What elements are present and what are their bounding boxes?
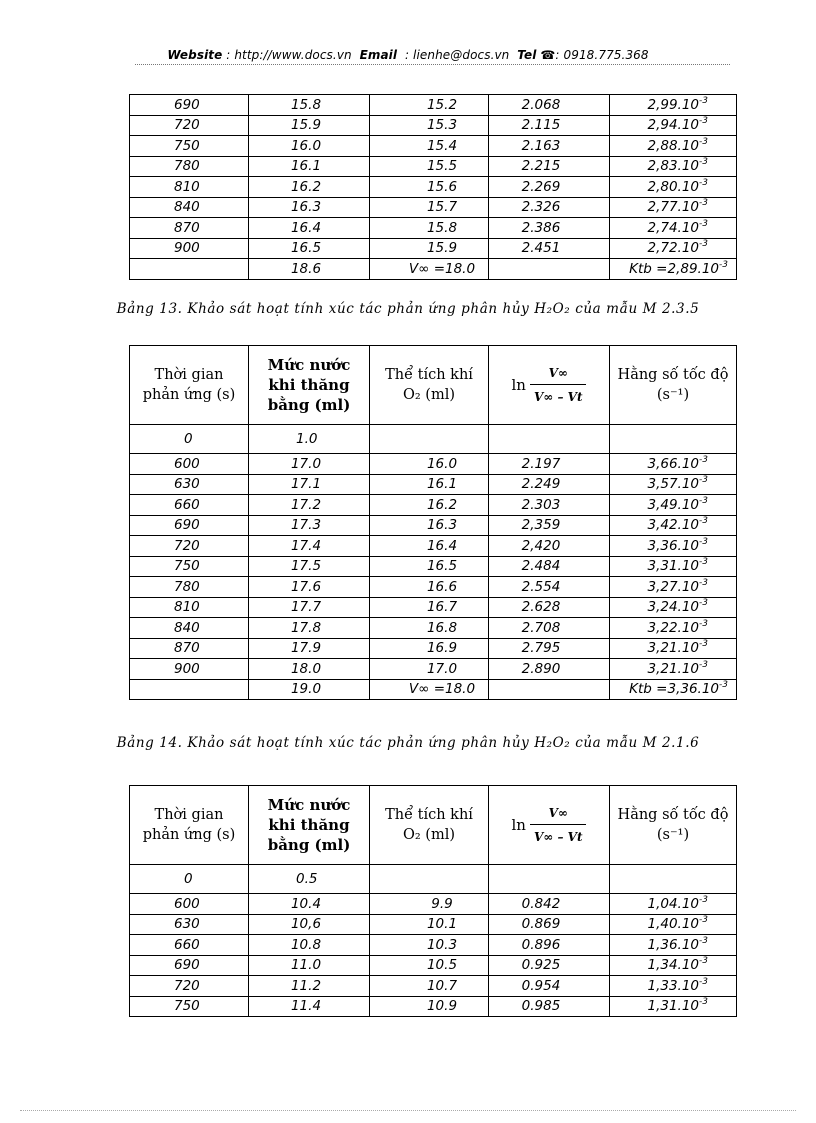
cell-level: 10.4 <box>249 894 370 915</box>
cell-ln-value: 0.842 <box>489 894 610 915</box>
cell-ln-value: 0.896 <box>489 935 610 956</box>
rate-mantissa: 2,88.10 <box>647 137 700 154</box>
website-label: Website <box>167 48 223 62</box>
table-row <box>130 218 737 239</box>
table-14 <box>129 785 737 1017</box>
cell-rate <box>610 238 737 259</box>
cell-time: 630 <box>130 474 249 495</box>
header-gas-volume: Thể tích khí O₂ (ml) <box>370 346 489 425</box>
ln-label: ln <box>511 816 526 834</box>
cell-rate <box>610 597 737 618</box>
table-row <box>130 177 737 198</box>
rate-exponent: -3 <box>699 136 708 147</box>
tel-value: : 0918.775.368 <box>555 48 649 62</box>
cell-ln-value: 2.795 <box>489 638 610 659</box>
fraction-stack <box>530 803 587 847</box>
cell-volume: 16.1 <box>370 474 489 495</box>
table-row-zero <box>130 865 737 894</box>
table-row <box>130 976 737 997</box>
cell-volume: 16.0 <box>370 454 489 475</box>
table-row <box>130 556 737 577</box>
cell-volume: 17.0 <box>370 659 489 680</box>
header-ln-formula <box>489 786 610 865</box>
cell-level: 16.2 <box>249 177 370 198</box>
cell-rate <box>610 955 737 976</box>
table-row <box>130 536 737 557</box>
cell-ln-value: 2.708 <box>489 618 610 639</box>
fraction-denominator: V∞ – Vt <box>530 824 587 847</box>
rate-exponent: -3 <box>699 95 708 106</box>
cell-level: 16.0 <box>249 136 370 157</box>
cell-volume: 15.5 <box>370 156 489 177</box>
cell-empty <box>130 679 249 700</box>
cell-ln-value: 2.303 <box>489 495 610 516</box>
cell-empty <box>489 425 610 454</box>
cell-volume: 16.9 <box>370 638 489 659</box>
header-water-level: Mức nước khi thăng bằng (ml) <box>249 786 370 865</box>
cell-time: 660 <box>130 935 249 956</box>
cell-v-infinity: V∞ =18.0 <box>370 679 489 700</box>
rate-exponent: -3 <box>699 218 708 229</box>
cell-level: 17.2 <box>249 495 370 516</box>
rate-mantissa: 3,42.10 <box>647 517 700 534</box>
table-13 <box>129 345 737 700</box>
caption-table-14: Bảng 14. Khảo sát hoạt tính xúc tác phản ứng phân hủy H₂O₂ của mẫu M 2.1.6 <box>116 735 700 751</box>
rate-exponent: -3 <box>699 915 708 926</box>
cell-ln-value: 2.554 <box>489 577 610 598</box>
cell-time: 630 <box>130 914 249 935</box>
header-gas-volume: Thể tích khí O₂ (ml) <box>370 786 489 865</box>
cell-empty <box>489 679 610 700</box>
cell-time: 600 <box>130 454 249 475</box>
header-time: Thời gian phản ứng (s) <box>130 786 249 865</box>
table-row <box>130 454 737 475</box>
cell-rate <box>610 976 737 997</box>
rate-mantissa: 3,31.10 <box>647 558 700 575</box>
cell-rate <box>610 177 737 198</box>
rate-mantissa: 2,77.10 <box>647 199 700 216</box>
header-rate-constant: Hằng số tốc độ (s⁻¹) <box>610 786 737 865</box>
table-row <box>130 996 737 1017</box>
rate-mantissa: 1,33.10 <box>647 977 700 994</box>
cell-rate <box>610 115 737 136</box>
cell-rate <box>610 996 737 1017</box>
cell-rate <box>610 454 737 475</box>
rate-mantissa: 1,40.10 <box>647 916 700 933</box>
table-row <box>130 515 737 536</box>
cell-time: 750 <box>130 136 249 157</box>
fraction-numerator: V∞ <box>548 806 568 820</box>
header-divider <box>135 64 730 65</box>
cell-v-infinity: V∞ =18.0 <box>370 259 489 280</box>
table-row-summary <box>130 679 737 700</box>
cell-rate <box>610 638 737 659</box>
cell-ln-value: 2,420 <box>489 536 610 557</box>
cell-level: 18.0 <box>249 659 370 680</box>
cell-volume: 10.1 <box>370 914 489 935</box>
email-value[interactable]: : lienhe@docs.vn <box>404 48 510 62</box>
rate-mantissa: 1,36.10 <box>647 936 700 953</box>
rate-mantissa: 2,72.10 <box>647 240 700 257</box>
cell-volume: 15.2 <box>370 95 489 116</box>
cell-empty <box>610 865 737 894</box>
cell-rate <box>610 556 737 577</box>
cell-ln-value: 2.269 <box>489 177 610 198</box>
table-row-summary <box>130 259 737 280</box>
table-row <box>130 659 737 680</box>
table-13-body <box>130 346 737 700</box>
cell-ln-value: 2.890 <box>489 659 610 680</box>
cell-volume: 16.8 <box>370 618 489 639</box>
cell-ln-value: 2.215 <box>489 156 610 177</box>
table-row <box>130 95 737 116</box>
table-12-body <box>130 95 737 280</box>
table-row <box>130 156 737 177</box>
rate-exponent: -3 <box>699 177 708 188</box>
table-14-body <box>130 786 737 1017</box>
cell-rate <box>610 618 737 639</box>
cell-level: 1.0 <box>249 425 370 454</box>
cell-rate <box>610 197 737 218</box>
cell-level: 10,6 <box>249 914 370 935</box>
rate-exponent: -3 <box>699 997 708 1008</box>
rate-exponent: -3 <box>699 557 708 568</box>
table-row <box>130 894 737 915</box>
table-row-zero <box>130 425 737 454</box>
ktb-mantissa: Ktb =2,89.10 <box>629 260 720 277</box>
cell-time: 690 <box>130 955 249 976</box>
rate-exponent: -3 <box>699 157 708 168</box>
cell-time: 780 <box>130 577 249 598</box>
cell-empty <box>610 425 737 454</box>
cell-level: 11.4 <box>249 996 370 1017</box>
cell-final-level: 19.0 <box>249 679 370 700</box>
cell-rate <box>610 95 737 116</box>
cell-volume: 15.7 <box>370 197 489 218</box>
ktb-exponent: -3 <box>719 680 728 691</box>
cell-time: 720 <box>130 536 249 557</box>
email-label: Email <box>359 48 398 62</box>
cell-time: 870 <box>130 638 249 659</box>
table-row <box>130 955 737 976</box>
cell-ln-value: 0.985 <box>489 996 610 1017</box>
rate-mantissa: 3,21.10 <box>647 640 700 657</box>
rate-exponent: -3 <box>699 239 708 250</box>
cell-rate <box>610 515 737 536</box>
rate-mantissa: 1,04.10 <box>647 895 700 912</box>
cell-volume: 16.5 <box>370 556 489 577</box>
cell-time: 840 <box>130 618 249 639</box>
table-row <box>130 238 737 259</box>
rate-exponent: -3 <box>699 516 708 527</box>
cell-rate <box>610 495 737 516</box>
rate-exponent: -3 <box>699 536 708 547</box>
rate-exponent: -3 <box>699 935 708 946</box>
rate-mantissa: 2,83.10 <box>647 158 700 175</box>
cell-ln-value: 2.451 <box>489 238 610 259</box>
ln-fraction <box>512 803 587 847</box>
cell-volume: 16.4 <box>370 536 489 557</box>
cell-rate <box>610 894 737 915</box>
rate-mantissa: 2,80.10 <box>647 178 700 195</box>
cell-rate <box>610 914 737 935</box>
cell-level: 17.4 <box>249 536 370 557</box>
cell-ln-value: 2.484 <box>489 556 610 577</box>
cell-ln-value: 2.628 <box>489 597 610 618</box>
rate-exponent: -3 <box>699 475 708 486</box>
fraction-stack <box>530 363 587 407</box>
rate-mantissa: 3,24.10 <box>647 599 700 616</box>
cell-ln-value: 0.869 <box>489 914 610 935</box>
cell-time: 690 <box>130 515 249 536</box>
rate-mantissa: 3,21.10 <box>647 660 700 677</box>
cell-final-level: 18.6 <box>249 259 370 280</box>
cell-empty <box>370 425 489 454</box>
table-row <box>130 914 737 935</box>
cell-average-rate <box>610 679 737 700</box>
cell-ln-value: 0.954 <box>489 976 610 997</box>
rate-exponent: -3 <box>699 116 708 127</box>
cell-level: 15.9 <box>249 115 370 136</box>
header-rate-constant: Hằng số tốc độ (s⁻¹) <box>610 346 737 425</box>
cell-volume: 15.8 <box>370 218 489 239</box>
rate-exponent: -3 <box>699 454 708 465</box>
cell-time: 870 <box>130 218 249 239</box>
cell-time: 810 <box>130 597 249 618</box>
rate-exponent: -3 <box>699 659 708 670</box>
rate-mantissa: 2,99.10 <box>647 96 700 113</box>
cell-level: 17.3 <box>249 515 370 536</box>
cell-ln-value: 0.925 <box>489 955 610 976</box>
rate-exponent: -3 <box>699 976 708 987</box>
cell-time: 750 <box>130 556 249 577</box>
cell-rate <box>610 536 737 557</box>
cell-ln-value: 2.197 <box>489 454 610 475</box>
header-water-level: Mức nước khi thăng bằng (ml) <box>249 346 370 425</box>
cell-time: 720 <box>130 976 249 997</box>
cell-level: 16.3 <box>249 197 370 218</box>
caption-table-13: Bảng 13. Khảo sát hoạt tính xúc tác phản ứng phân hủy H₂O₂ của mẫu M 2.3.5 <box>116 301 700 317</box>
table-row <box>130 136 737 157</box>
cell-level: 10.8 <box>249 935 370 956</box>
cell-time: 900 <box>130 238 249 259</box>
table-row <box>130 495 737 516</box>
header-time: Thời gian phản ứng (s) <box>130 346 249 425</box>
fraction-denominator: V∞ – Vt <box>530 384 587 407</box>
cell-level: 15.8 <box>249 95 370 116</box>
ln-label: ln <box>511 376 526 394</box>
table-row <box>130 115 737 136</box>
rate-mantissa: 3,36.10 <box>647 537 700 554</box>
rate-exponent: -3 <box>699 198 708 209</box>
footer-divider <box>20 1110 796 1111</box>
rate-mantissa: 1,31.10 <box>647 998 700 1015</box>
cell-time: 690 <box>130 95 249 116</box>
cell-level: 11.0 <box>249 955 370 976</box>
cell-rate <box>610 156 737 177</box>
table-row <box>130 935 737 956</box>
rate-mantissa: 3,66.10 <box>647 455 700 472</box>
cell-level: 16.4 <box>249 218 370 239</box>
table-row <box>130 474 737 495</box>
cell-ln-value: 2.249 <box>489 474 610 495</box>
cell-empty <box>489 865 610 894</box>
cell-volume: 10.5 <box>370 955 489 976</box>
header-row <box>130 786 737 865</box>
cell-time: 780 <box>130 156 249 177</box>
cell-ln-value: 2.115 <box>489 115 610 136</box>
cell-level: 17.6 <box>249 577 370 598</box>
table-row <box>130 197 737 218</box>
cell-empty <box>130 259 249 280</box>
cell-time: 600 <box>130 894 249 915</box>
cell-time: 0 <box>130 865 249 894</box>
rate-mantissa: 3,49.10 <box>647 496 700 513</box>
cell-volume: 9.9 <box>370 894 489 915</box>
cell-average-rate <box>610 259 737 280</box>
rate-mantissa: 3,22.10 <box>647 619 700 636</box>
ln-fraction <box>512 363 587 407</box>
cell-level: 11.2 <box>249 976 370 997</box>
cell-volume: 10.7 <box>370 976 489 997</box>
cell-volume: 10.3 <box>370 935 489 956</box>
cell-ln-value: 2.386 <box>489 218 610 239</box>
cell-volume: 16.3 <box>370 515 489 536</box>
cell-rate <box>610 659 737 680</box>
table-row <box>130 577 737 598</box>
cell-level: 16.1 <box>249 156 370 177</box>
cell-ln-value: 2.068 <box>489 95 610 116</box>
table-row <box>130 618 737 639</box>
cell-level: 16.5 <box>249 238 370 259</box>
cell-empty <box>489 259 610 280</box>
cell-level: 17.9 <box>249 638 370 659</box>
cell-volume: 16.7 <box>370 597 489 618</box>
rate-exponent: -3 <box>699 618 708 629</box>
rate-exponent: -3 <box>699 598 708 609</box>
cell-volume: 16.2 <box>370 495 489 516</box>
rate-exponent: -3 <box>699 495 708 506</box>
table-row <box>130 638 737 659</box>
cell-empty <box>370 865 489 894</box>
cell-level: 17.0 <box>249 454 370 475</box>
rate-mantissa: 2,94.10 <box>647 117 700 134</box>
cell-volume: 15.3 <box>370 115 489 136</box>
cell-time: 720 <box>130 115 249 136</box>
cell-ln-value: 2.163 <box>489 136 610 157</box>
cell-rate <box>610 136 737 157</box>
rate-mantissa: 2,74.10 <box>647 219 700 236</box>
rate-exponent: -3 <box>699 956 708 967</box>
rate-mantissa: 1,34.10 <box>647 957 700 974</box>
cell-level: 17.5 <box>249 556 370 577</box>
cell-level: 17.1 <box>249 474 370 495</box>
ktb-exponent: -3 <box>719 259 728 270</box>
cell-time: 0 <box>130 425 249 454</box>
cell-volume: 15.9 <box>370 238 489 259</box>
header-row <box>130 346 737 425</box>
tel-label: Tel <box>517 48 537 62</box>
cell-level: 0.5 <box>249 865 370 894</box>
cell-volume: 15.4 <box>370 136 489 157</box>
rate-exponent: -3 <box>699 639 708 650</box>
page-header <box>0 48 816 62</box>
cell-rate <box>610 577 737 598</box>
cell-level: 17.8 <box>249 618 370 639</box>
cell-ln-value: 2.326 <box>489 197 610 218</box>
rate-exponent: -3 <box>699 894 708 905</box>
cell-rate <box>610 474 737 495</box>
cell-volume: 16.6 <box>370 577 489 598</box>
cell-time: 810 <box>130 177 249 198</box>
rate-mantissa: 3,27.10 <box>647 578 700 595</box>
fraction-numerator: V∞ <box>548 366 568 380</box>
phone-icon: ☎ <box>540 48 556 62</box>
cell-rate <box>610 935 737 956</box>
cell-time: 840 <box>130 197 249 218</box>
cell-level: 17.7 <box>249 597 370 618</box>
cell-time: 660 <box>130 495 249 516</box>
rate-exponent: -3 <box>699 577 708 588</box>
rate-mantissa: 3,57.10 <box>647 476 700 493</box>
cell-rate <box>610 218 737 239</box>
cell-time: 750 <box>130 996 249 1017</box>
table-row <box>130 597 737 618</box>
ktb-mantissa: Ktb =3,36.10 <box>629 681 720 698</box>
cell-volume: 15.6 <box>370 177 489 198</box>
website-url[interactable]: : http://www.docs.vn <box>226 48 352 62</box>
cell-ln-value: 2,359 <box>489 515 610 536</box>
table-12-continued <box>129 94 737 280</box>
cell-volume: 10.9 <box>370 996 489 1017</box>
cell-time: 900 <box>130 659 249 680</box>
header-ln-formula <box>489 346 610 425</box>
